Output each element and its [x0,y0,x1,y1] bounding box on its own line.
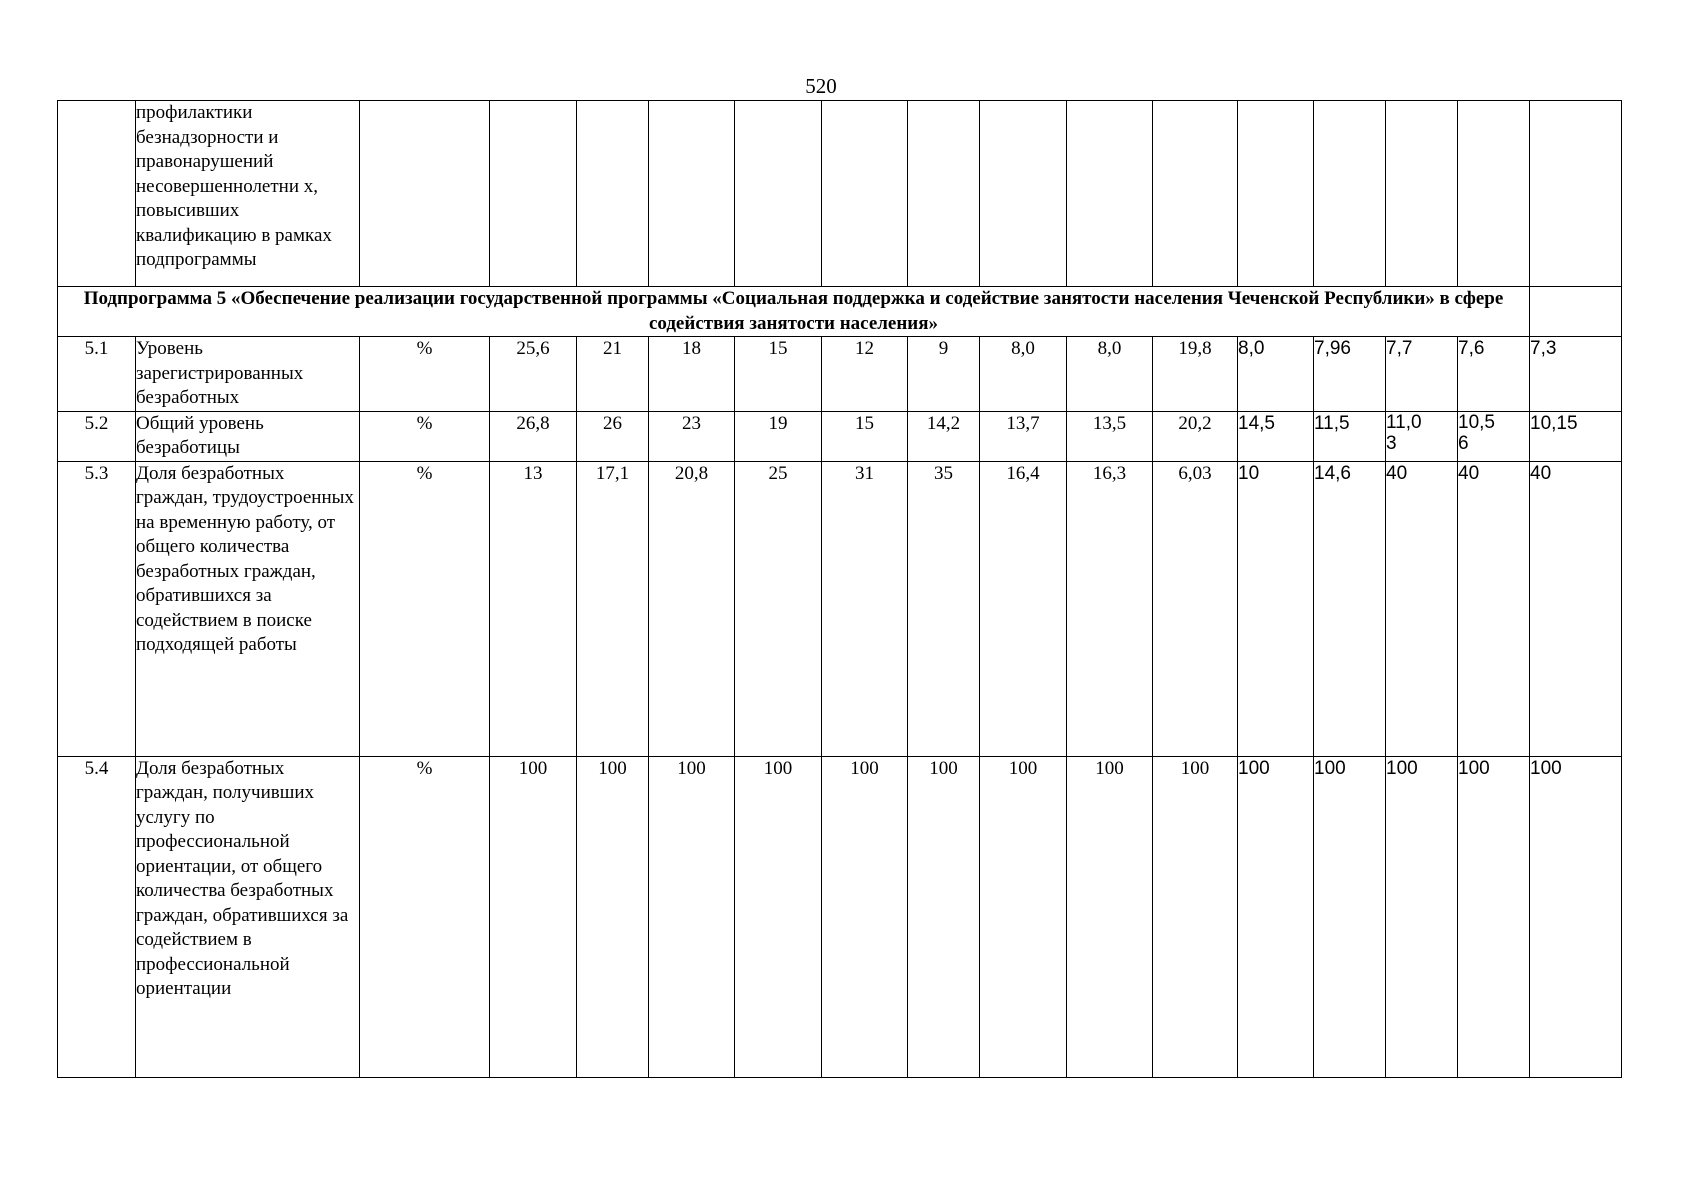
value-cell: 31 [822,461,908,756]
empty-cell [1153,101,1238,287]
row-num-cell: 5.4 [58,756,136,1077]
value-cell: 16,3 [1067,461,1153,756]
value-cell: 7,7 [1386,337,1458,412]
empty-cell [822,101,908,287]
table-row-continuation [58,101,1622,287]
page-number: 520 [805,74,837,98]
empty-cell [1314,101,1386,287]
empty-cell [1386,101,1458,287]
value-cell: 100 [649,756,735,1077]
row-num-cell [58,101,136,287]
value-cell: 100 [1067,756,1153,1077]
empty-cell [908,101,980,287]
value-cell: 100 [1314,756,1386,1077]
indicators-table [57,100,1622,1078]
value-cell: 100 [735,756,822,1077]
row-unit-cell: % [360,756,490,1077]
value-cell: 11,0 3 [1386,411,1458,461]
row-name-cell: профилактики безнадзорности и правонарушений несовершеннолетни х, повысивших квалификацию в рамках подпрограммы [136,101,360,287]
value-cell: 40 [1386,461,1458,756]
value-cell: 35 [908,461,980,756]
row-num-cell: 5.2 [58,411,136,461]
value-cell: 19,8 [1153,337,1238,412]
value-cell: 12 [822,337,908,412]
table-row [58,411,1622,461]
row-num-cell: 5.3 [58,461,136,756]
value-cell: 14,5 [1238,411,1314,461]
value-cell: 13,7 [980,411,1067,461]
value-cell: 14,2 [908,411,980,461]
value-cell: 7,6 [1458,337,1530,412]
empty-cell [980,101,1067,287]
value-cell: 8,0 [1067,337,1153,412]
empty-cell [1067,101,1153,287]
row-name-cell: Общий уровень безработицы [136,411,360,461]
value-cell: 100 [822,756,908,1077]
empty-cell [1530,287,1622,337]
row-name-cell: Доля безработных граждан, получивших услугу по профессиональной ориентации, от общего количества безработных граждан, обратившихся за содействием в профессиональной ориентации [136,756,360,1077]
row-name-cell: Уровень зарегистрированных безработных [136,337,360,412]
value-cell: 19 [735,411,822,461]
value-cell: 100 [1386,756,1458,1077]
value-cell: 100 [908,756,980,1077]
value-cell: 16,4 [980,461,1067,756]
empty-cell [735,101,822,287]
value-cell: 17,1 [577,461,649,756]
value-cell: 8,0 [1238,337,1314,412]
row-name-cell: Доля безработных граждан, трудоустроенных на временную работу, от общего количества безработных граждан, обратившихся за содействием в поиске подходящей работы [136,461,360,756]
value-cell: 26,8 [490,411,577,461]
value-cell: 9 [908,337,980,412]
last-value-cell: 100 [1530,756,1622,1077]
empty-cell [1238,101,1314,287]
value-cell: 100 [577,756,649,1077]
value-cell: 25 [735,461,822,756]
value-cell: 40 [1458,461,1530,756]
value-cell: 8,0 [980,337,1067,412]
last-value-cell: 40 [1530,461,1622,756]
value-cell: 11,5 [1314,411,1386,461]
value-cell: 6,03 [1153,461,1238,756]
table-row [58,756,1622,1077]
value-cell: 20,8 [649,461,735,756]
row-unit-cell: % [360,337,490,412]
empty-cell [649,101,735,287]
row-unit-cell: % [360,461,490,756]
empty-cell [490,101,577,287]
empty-cell [360,101,490,287]
value-cell: 10 [1238,461,1314,756]
empty-cell [1530,101,1622,287]
empty-cell [1458,101,1530,287]
value-cell: 26 [577,411,649,461]
value-cell: 100 [1238,756,1314,1077]
value-cell: 13,5 [1067,411,1153,461]
value-cell: 15 [735,337,822,412]
value-cell: 21 [577,337,649,412]
table-row [58,337,1622,412]
value-cell: 100 [980,756,1067,1077]
value-cell: 100 [490,756,577,1077]
value-cell: 13 [490,461,577,756]
subprogram-title: Подпрограмма 5 «Обеспечение реализации государственной программы «Социальная поддержка и содействие занятости населения Чеченской Республики» в сфере содействия занятости населения» [58,287,1530,337]
value-cell: 100 [1153,756,1238,1077]
subprogram-header-row [58,287,1622,337]
value-cell: 23 [649,411,735,461]
value-cell: 7,96 [1314,337,1386,412]
table-row [58,461,1622,756]
row-num-cell: 5.1 [58,337,136,412]
value-cell: 100 [1458,756,1530,1077]
last-value-cell: 7,3 [1530,337,1622,412]
last-value-cell: 10,15 [1530,411,1622,461]
value-cell: 14,6 [1314,461,1386,756]
row-unit-cell: % [360,411,490,461]
value-cell: 18 [649,337,735,412]
empty-cell [577,101,649,287]
value-cell: 15 [822,411,908,461]
value-cell: 25,6 [490,337,577,412]
value-cell: 20,2 [1153,411,1238,461]
value-cell: 10,5 6 [1458,411,1530,461]
